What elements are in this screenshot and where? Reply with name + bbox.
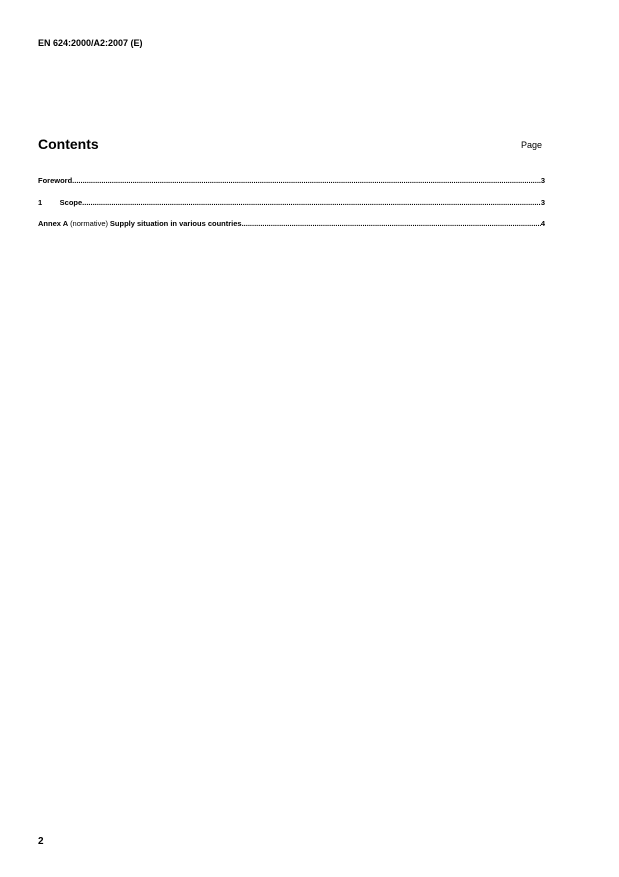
toc-entry-label: Scope bbox=[59, 197, 83, 207]
page-number: 2 bbox=[38, 836, 44, 847]
dot-leader bbox=[242, 218, 541, 230]
dot-leader bbox=[72, 175, 541, 187]
document-header: EN 624:2000/A2:2007 (E) bbox=[38, 38, 143, 48]
contents-title: Contents bbox=[38, 136, 99, 152]
toc-entry-label: Foreword bbox=[38, 176, 73, 185]
toc-entry-page: 3 bbox=[540, 176, 545, 185]
toc-entry-prefix: Annex A bbox=[38, 219, 69, 228]
table-of-contents bbox=[38, 175, 545, 240]
toc-entry-annotation: (normative) bbox=[70, 219, 108, 228]
toc-entry-scope[interactable] bbox=[38, 197, 545, 209]
toc-entry-page: 4 bbox=[540, 219, 545, 228]
toc-entry-annex-a[interactable] bbox=[38, 218, 545, 230]
page-column-label: Page bbox=[521, 140, 543, 150]
toc-entry-number: 1 bbox=[38, 197, 43, 207]
toc-entry-label: Supply situation in various countries bbox=[109, 219, 242, 228]
toc-entry-foreword[interactable] bbox=[38, 175, 545, 187]
dot-leader bbox=[82, 197, 541, 209]
toc-entry-page: 3 bbox=[540, 197, 545, 207]
